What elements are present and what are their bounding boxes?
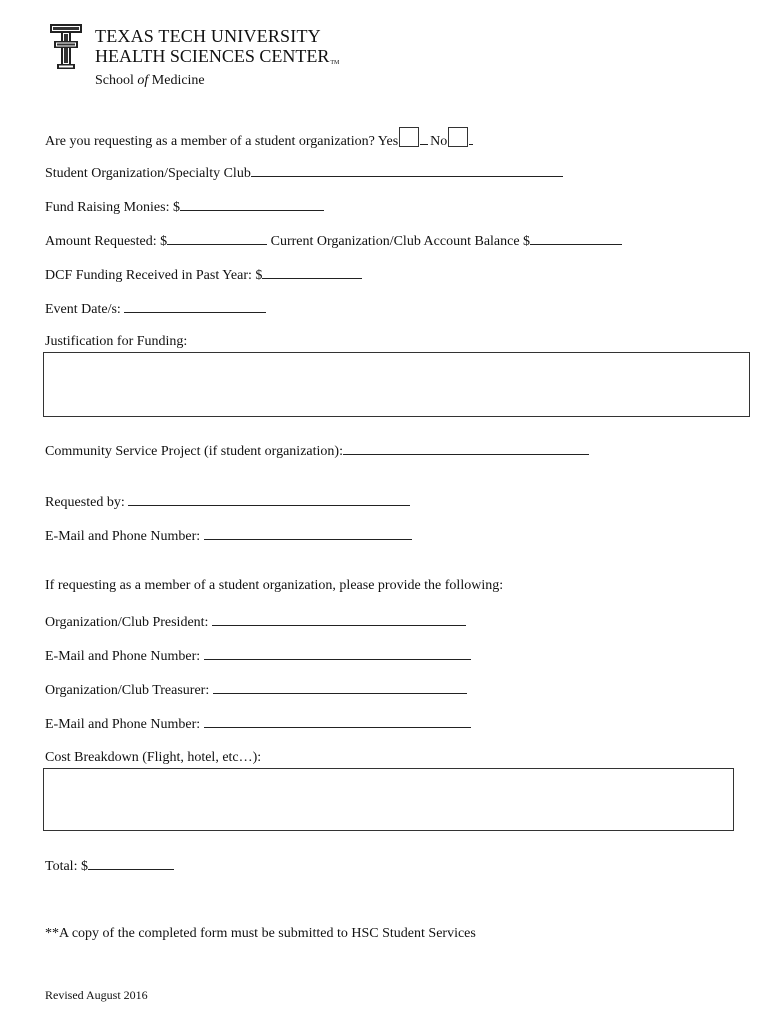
double-t-logo [50, 24, 82, 70]
yes-underline [420, 131, 428, 145]
amount-requested-field[interactable] [167, 231, 267, 245]
community-service-label: Community Service Project (if student organization): [45, 444, 343, 459]
fund-raising-field[interactable] [180, 197, 324, 211]
event-dates-label: Event Date/s: [45, 302, 121, 317]
org-row [45, 163, 563, 183]
amount-row [45, 231, 622, 251]
requested-by-label: Requested by: [45, 495, 125, 510]
email-phone-field-1[interactable] [204, 526, 412, 540]
fund-raising-row [45, 197, 324, 217]
email-phone-field-3[interactable] [204, 714, 471, 728]
member-question [45, 127, 473, 151]
email-phone-label-2: E-Mail and Phone Number: [45, 649, 201, 664]
no-label: No [430, 134, 448, 149]
requested-by-row [45, 492, 410, 512]
treasurer-row [45, 680, 467, 700]
double-t-logo-icon [50, 24, 82, 70]
school-prefix: School [95, 73, 138, 88]
dcf-label: DCF Funding Received in Past Year: $ [45, 268, 263, 283]
community-service-row [45, 441, 589, 461]
school-name [95, 72, 205, 90]
justification-label: Justification for Funding: [45, 334, 188, 349]
member-question-label: Are you requesting as a member of a student organization? Yes [45, 134, 399, 149]
president-field[interactable] [212, 612, 466, 626]
event-dates-row [45, 299, 266, 319]
university-name: TEXAS TECH UNIVERSITY [95, 26, 321, 46]
president-row [45, 612, 466, 632]
org-label: Student Organization/Specialty Club [45, 166, 251, 181]
treasurer-field[interactable] [213, 680, 467, 694]
cost-breakdown-label: Cost Breakdown (Flight, hotel, etc…): [45, 750, 262, 765]
org-field[interactable] [251, 163, 563, 177]
center-name: HEALTH SCIENCES CENTER [95, 46, 330, 66]
revised-date: Revised August 2016 [45, 988, 148, 1002]
email-phone-field-2[interactable] [204, 646, 471, 660]
no-checkbox[interactable] [448, 127, 468, 147]
copy-note: **A copy of the completed form must be submitted to HSC Student Services [45, 926, 476, 941]
total-row [45, 856, 174, 876]
current-balance-field[interactable] [530, 231, 622, 245]
email-phone-row-2 [45, 646, 471, 666]
email-phone-row-3 [45, 714, 471, 734]
email-phone-row-1 [45, 526, 412, 546]
email-phone-label-3: E-Mail and Phone Number: [45, 717, 201, 732]
justification-textbox[interactable] [43, 352, 750, 417]
dcf-row [45, 265, 362, 285]
total-label: Total: $ [45, 859, 88, 874]
amount-requested-label: Amount Requested: $ [45, 234, 168, 249]
health-sciences-center [95, 46, 339, 73]
event-dates-field[interactable] [124, 299, 266, 313]
email-phone-label-1: E-Mail and Phone Number: [45, 529, 201, 544]
fund-raising-label: Fund Raising Monies: $ [45, 200, 180, 215]
yes-checkbox[interactable] [399, 127, 419, 147]
total-field[interactable] [88, 856, 174, 870]
cost-breakdown-textbox[interactable] [43, 768, 734, 831]
org-instructions: If requesting as a member of a student organization, please provide the following: [45, 578, 504, 593]
president-label: Organization/Club President: [45, 615, 209, 630]
requested-by-field[interactable] [128, 492, 410, 506]
dcf-field[interactable] [262, 265, 362, 279]
trademark: TM [330, 60, 340, 66]
school-suffix: Medicine [148, 73, 205, 88]
community-service-field[interactable] [343, 441, 589, 455]
treasurer-label: Organization/Club Treasurer: [45, 683, 210, 698]
school-of: of [137, 73, 149, 88]
current-balance-label: Current Organization/Club Account Balance $ [270, 234, 531, 249]
no-underline [469, 131, 473, 145]
